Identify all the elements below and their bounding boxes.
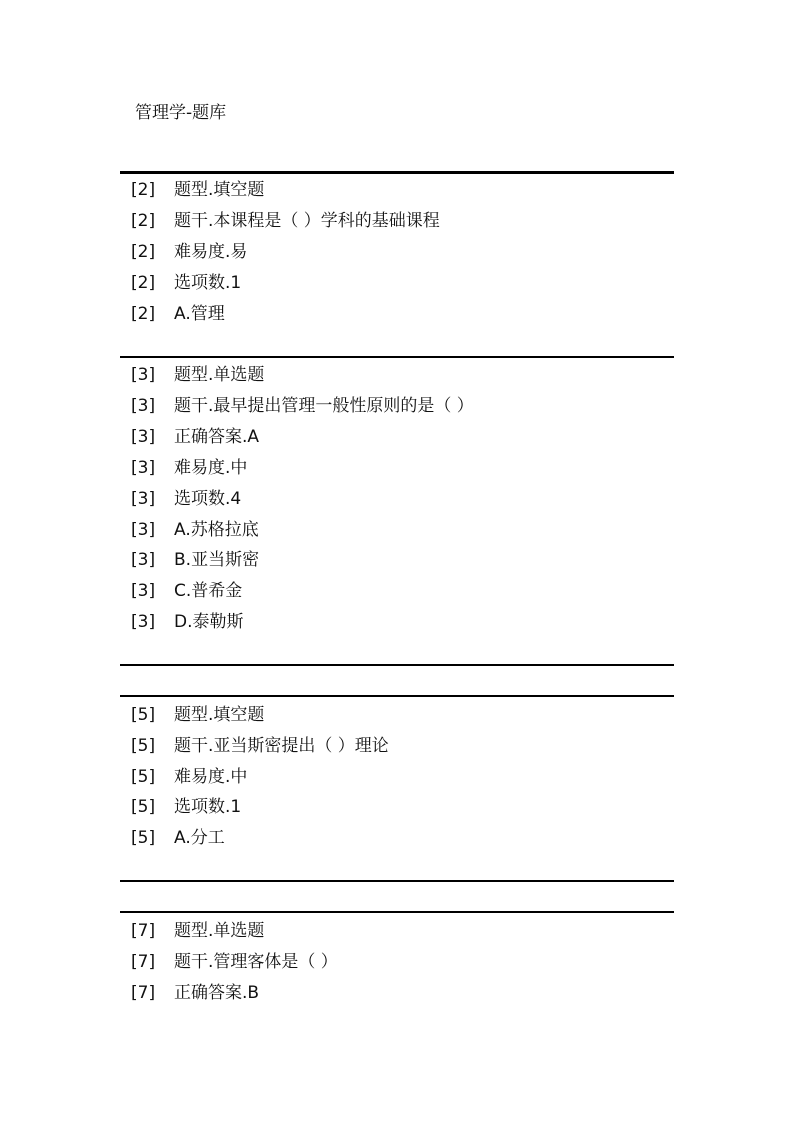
- question-row: [131, 580, 242, 602]
- question-number: [7]: [131, 983, 156, 1003]
- question-number: [2]: [131, 304, 156, 324]
- question-number: [7]: [131, 952, 156, 972]
- question-row: [131, 395, 474, 417]
- question-row: [131, 426, 259, 448]
- question-row: [131, 241, 247, 263]
- question-field: 难易度.中: [174, 458, 248, 478]
- question-row: [131, 210, 440, 232]
- question-row: [131, 611, 244, 633]
- question-row: [131, 272, 241, 294]
- question-field: 题干.本课程是（ ）学科的基础课程: [174, 211, 440, 231]
- question-number: [2]: [131, 211, 156, 231]
- question-row: [131, 303, 225, 325]
- question-row: [131, 735, 389, 757]
- question-number: [3]: [131, 581, 156, 601]
- question-number: [3]: [131, 396, 156, 416]
- question-number: [2]: [131, 180, 156, 200]
- question-field: 选项数.4: [174, 489, 242, 509]
- question-row: [131, 457, 247, 479]
- question-number: [2]: [131, 242, 156, 262]
- question-field: 正确答案.A: [174, 427, 260, 447]
- question-number: [3]: [131, 489, 156, 509]
- question-row: [131, 982, 259, 1004]
- question-number: [3]: [131, 612, 156, 632]
- question-field: 难易度.易: [174, 242, 248, 262]
- question-field: 题型.单选题: [174, 921, 265, 941]
- question-field: D.泰勒斯: [174, 612, 244, 632]
- table-rule: [120, 911, 674, 913]
- table-rule: [120, 695, 674, 697]
- question-field: 题干.亚当斯密提出（ ）理论: [174, 736, 389, 756]
- question-field: 选项数.1: [174, 797, 242, 817]
- question-number: [5]: [131, 797, 156, 817]
- question-field: 难易度.中: [174, 767, 248, 787]
- question-row: [131, 364, 264, 386]
- document-title: 管理学-题库: [135, 103, 227, 123]
- question-field: 题干.管理客体是（ ）: [174, 952, 338, 972]
- question-number: [3]: [131, 458, 156, 478]
- question-row: [131, 920, 264, 942]
- question-number: [3]: [131, 365, 156, 385]
- question-number: [3]: [131, 550, 156, 570]
- question-field: 题型.填空题: [174, 180, 265, 200]
- question-row: [131, 951, 338, 973]
- question-row: [131, 519, 259, 541]
- question-number: [3]: [131, 520, 156, 540]
- question-number: [7]: [131, 921, 156, 941]
- question-row: [131, 704, 264, 726]
- table-rule: [120, 880, 674, 882]
- question-field: 题干.最早提出管理一般性原则的是（ ）: [174, 396, 474, 416]
- question-field: 正确答案.B: [174, 983, 260, 1003]
- question-number: [5]: [131, 705, 156, 725]
- table-rule: [120, 356, 674, 358]
- question-number: [3]: [131, 427, 156, 447]
- question-row: [131, 179, 264, 201]
- question-row: [131, 488, 241, 510]
- question-field: 题型.单选题: [174, 365, 265, 385]
- question-row: [131, 827, 225, 849]
- question-field: C.普希金: [174, 581, 243, 601]
- question-field: A.管理: [174, 304, 225, 324]
- question-field: 选项数.1: [174, 273, 242, 293]
- question-number: [2]: [131, 273, 156, 293]
- question-field: 题型.填空题: [174, 705, 265, 725]
- question-row: [131, 796, 241, 818]
- question-number: [5]: [131, 828, 156, 848]
- question-field: B.亚当斯密: [174, 550, 260, 570]
- table-rule: [120, 171, 674, 174]
- question-field: A.苏格拉底: [174, 520, 259, 540]
- question-number: [5]: [131, 767, 156, 787]
- question-row: [131, 549, 259, 571]
- question-row: [131, 766, 247, 788]
- question-field: A.分工: [174, 828, 225, 848]
- question-number: [5]: [131, 736, 156, 756]
- table-rule: [120, 664, 674, 666]
